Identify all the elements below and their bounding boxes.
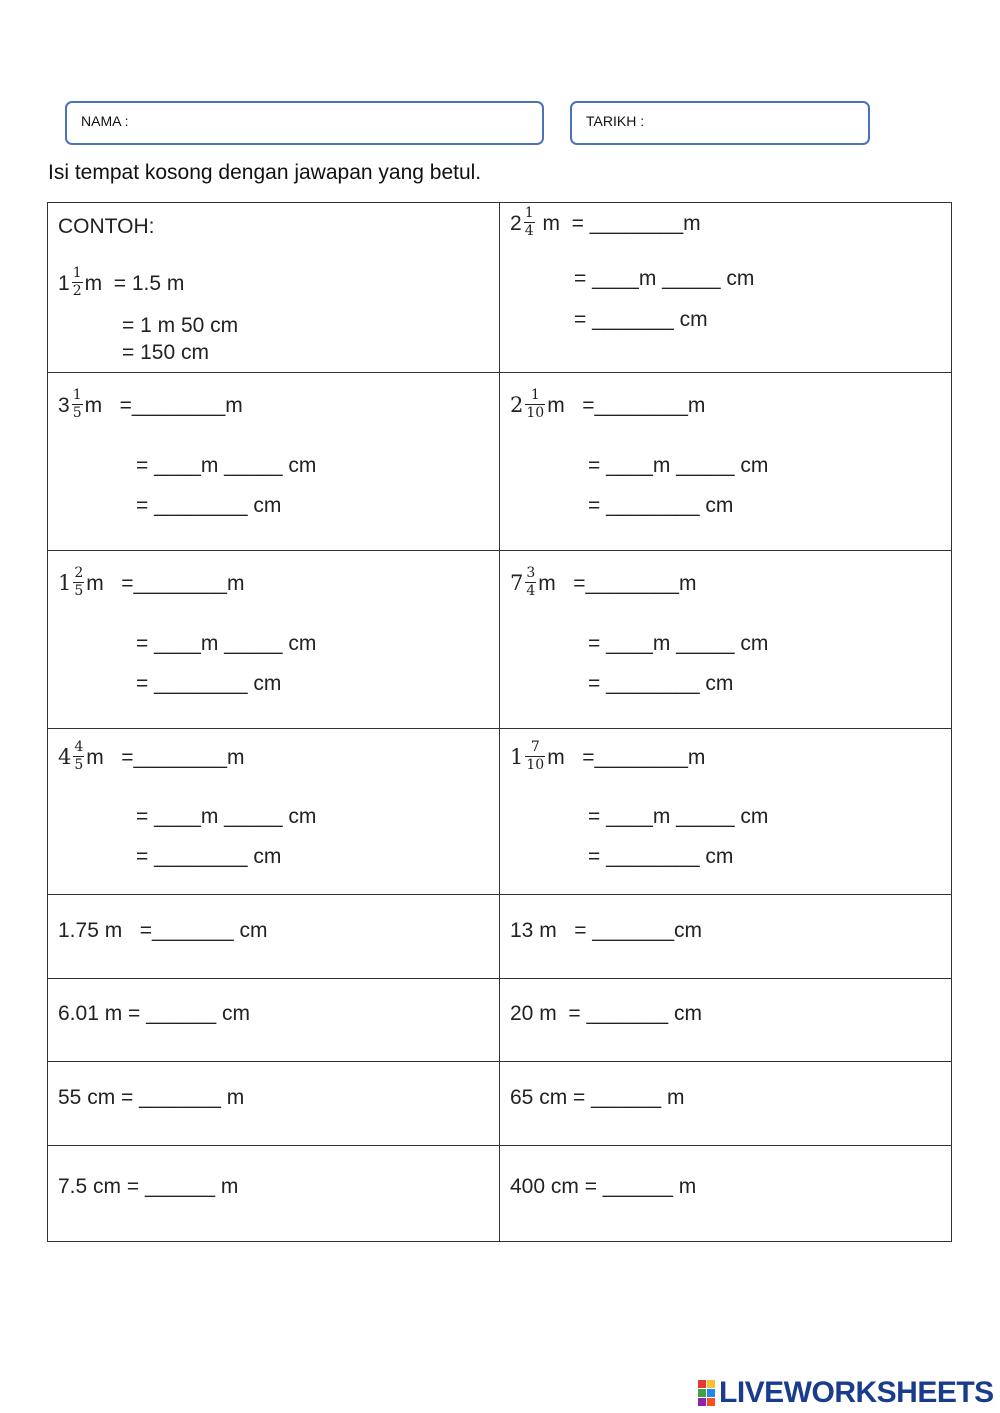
- answer-blank[interactable]: = ________ cm: [588, 672, 734, 695]
- question-fraction: $\frac{7}{10}$: [526, 739, 545, 773]
- question-expression: 1 $\frac{2}{5}$ m =________m: [58, 565, 245, 599]
- answer-blank[interactable]: 20 m = _______ cm: [510, 1002, 703, 1025]
- logo-block: [707, 1389, 715, 1397]
- answer-blank[interactable]: = ____m _____ cm: [136, 454, 317, 477]
- question-fraction: $\frac{1}{5}$: [72, 387, 82, 421]
- example-line-3: = 150 cm: [122, 341, 209, 364]
- instruction-text: Isi tempat kosong dengan jawapan yang betul.: [48, 161, 482, 184]
- question-fraction: $\frac{1}{10}$: [526, 387, 545, 421]
- answer-blank[interactable]: 6.01 m = ______ cm: [58, 1002, 251, 1025]
- answer-blank[interactable]: = ____m _____ cm: [588, 632, 769, 655]
- example-cell: [48, 203, 500, 373]
- answer-blank[interactable]: = ________ cm: [588, 845, 734, 868]
- answer-blank[interactable]: m =________m: [86, 746, 245, 770]
- example-line-2: = 1 m 50 cm: [122, 314, 239, 337]
- question-cell: [48, 1146, 500, 1242]
- question-cell: [500, 979, 952, 1062]
- question-cell: [48, 551, 500, 729]
- example-whole: 1: [58, 272, 70, 296]
- question-expression: 3 $\frac{1}{5}$ m =________m: [58, 387, 243, 421]
- question-cell: [500, 203, 952, 373]
- answer-blank[interactable]: m =________m: [538, 572, 697, 596]
- question-fraction: $\frac{2}{5}$: [74, 565, 84, 599]
- name-field[interactable]: [65, 101, 544, 145]
- answer-blank[interactable]: = ________ cm: [588, 494, 734, 517]
- name-label: NAMA :: [81, 113, 129, 129]
- question-expression: 1 $\frac{7}{10}$ m =________m: [510, 739, 706, 773]
- answer-blank[interactable]: = ________ cm: [136, 494, 282, 517]
- answer-blank[interactable]: m =________m: [86, 572, 245, 596]
- answer-blank[interactable]: = ____m _____ cm: [574, 267, 755, 290]
- date-label: TARIKH :: [586, 113, 645, 129]
- answer-blank[interactable]: = ____m _____ cm: [136, 632, 317, 655]
- question-cell: [500, 729, 952, 895]
- question-fraction: $\frac{4}{5}$: [74, 739, 84, 773]
- answer-blank[interactable]: 1.75 m =_______ cm: [58, 919, 268, 942]
- answer-blank[interactable]: = ____m _____ cm: [588, 454, 769, 477]
- logo-text: LIVEWORKSHEETS: [719, 1376, 994, 1409]
- logo-block: [698, 1389, 706, 1397]
- question-expression: 4 $\frac{4}{5}$ m =________m: [58, 739, 245, 773]
- logo-block: [707, 1380, 715, 1388]
- example-expression: [58, 267, 184, 302]
- question-cell: [500, 1062, 952, 1146]
- answer-blank[interactable]: 7.5 cm = ______ m: [58, 1175, 239, 1198]
- question-cell: [48, 1062, 500, 1146]
- answer-blank[interactable]: m = ________m: [542, 212, 701, 236]
- question-cell: [500, 1146, 952, 1242]
- logo-block: [698, 1398, 706, 1406]
- example-line-1: m = 1.5 m: [84, 272, 185, 296]
- question-cell: [500, 373, 952, 551]
- answer-blank[interactable]: m =________m: [547, 746, 706, 770]
- answer-blank[interactable]: = _______ cm: [574, 308, 708, 331]
- answer-blank[interactable]: m =________m: [84, 394, 243, 418]
- example-fraction: $\frac{1}{2}$: [72, 265, 82, 299]
- question-cell: [48, 979, 500, 1062]
- question-cell: [500, 551, 952, 729]
- example-title: CONTOH:: [58, 215, 155, 238]
- answer-blank[interactable]: = ____m _____ cm: [588, 805, 769, 828]
- answer-blank[interactable]: m =________m: [547, 394, 706, 418]
- answer-blank[interactable]: = ____m _____ cm: [136, 805, 317, 828]
- question-cell: [500, 895, 952, 979]
- liveworksheets-logo: [698, 1376, 994, 1410]
- answer-blank[interactable]: 13 m = _______cm: [510, 919, 703, 942]
- answer-blank[interactable]: 400 cm = ______ m: [510, 1175, 697, 1198]
- question-expression: 2 $\frac{1}{4}$ m = ________m: [510, 205, 701, 239]
- logo-mark-icon: [698, 1380, 715, 1406]
- answer-blank[interactable]: = ________ cm: [136, 845, 282, 868]
- logo-block: [698, 1380, 706, 1388]
- question-fraction: $\frac{3}{4}$: [526, 565, 536, 599]
- question-expression: 2 $\frac{1}{10}$ m =________m: [510, 387, 706, 421]
- logo-block: [707, 1398, 715, 1406]
- question-fraction: $\frac{1}{4}$: [524, 205, 534, 239]
- date-field[interactable]: [570, 101, 870, 145]
- exercise-table: [47, 202, 952, 1242]
- answer-blank[interactable]: 55 cm = _______ m: [58, 1086, 245, 1109]
- question-cell: [48, 729, 500, 895]
- question-cell: [48, 373, 500, 551]
- answer-blank[interactable]: = ________ cm: [136, 672, 282, 695]
- question-cell: [48, 895, 500, 979]
- answer-blank[interactable]: 65 cm = ______ m: [510, 1086, 685, 1109]
- question-expression: 7 $\frac{3}{4}$ m =________m: [510, 565, 697, 599]
